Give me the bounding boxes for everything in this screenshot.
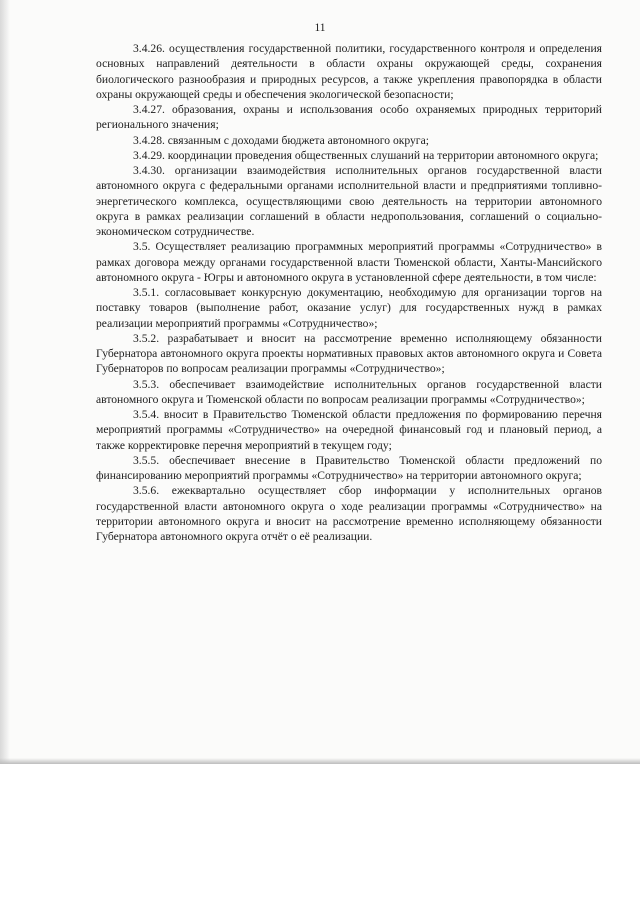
- clause-3-5-3: 3.5.3. обеспечивает взаимодействие исполнительных органов государственной власти автономного округа и Тюменской области по вопросам реализации программы «Сотрудничество»;: [96, 377, 602, 406]
- blank-margin: [0, 764, 640, 905]
- clause-3-4-28: 3.4.28. связанным с доходами бюджета автономного округа;: [133, 133, 429, 147]
- clause-3-4-29: 3.4.29. координации проведения общественных слушаний на территории автономного округа;: [133, 148, 599, 162]
- clause-3-5-1: 3.5.1. согласовывает конкурсную документацию, необходимую для организации торгов на поставку товаров (выполнение работ, оказание услуг) для государственных нужд в рамках реализации мероприятий программы «Сотрудничество»;: [96, 286, 602, 330]
- clause-3-5-5: 3.5.5. обеспечивает внесение в Правительство Тюменской области предложений по финансированию мероприятий программы «Сотрудничество» на территории автономного округа;: [96, 453, 602, 482]
- clause-3-5-6: 3.5.6. ежеквартально осуществляет сбор информации у исполнительных органов государственной власти автономного округа о ходе реализации программы «Сотрудничество» на территории автономного округа и вносит на рассмотрение временно исполняющему обязанности Губернатора автономного округа отчёт о её реализации.: [96, 484, 602, 543]
- clause-3-4-26: 3.4.26. осуществления государственной политики, государственного контроля и определения основных направлений деятельности в области охраны окружающей среды, сохранения биологического разнообразия и природных ресурсов, а также укрепления правопорядка в области охраны окружающей среды и обеспечения экологической безопасности;: [96, 42, 602, 101]
- clause-3-5-4: 3.5.4. вносит в Правительство Тюменской области предложения по формированию перечня мероприятий программы «Сотрудничество» на очередной финансовый год и плановый период, а также корректировке перечня мероприятий в текущем году;: [96, 408, 602, 452]
- document-body: [96, 41, 602, 544]
- clause-3-4-27: 3.4.27. образования, охраны и использования особо охраняемых природных территорий регионального значения;: [96, 103, 602, 132]
- clause-3-4-30: 3.4.30. организации взаимодействия исполнительных органов государственной власти автономного округа с федеральными органами исполнительной власти и предприятиями топливно-энергетического комплекса, осуществляющими свою деятельность на территории автономного округа в рамках реализации соглашений в области недропользования, соглашений о социально-экономическом сотрудничестве.: [96, 164, 602, 238]
- clause-3-5-2: 3.5.2. разрабатывает и вносит на рассмотрение временно исполняющему обязанности Губернатора автономного округа проекты нормативных правовых актов автономного округа и Совета Губернаторов по вопросам реализации программы «Сотрудничество»;: [96, 331, 602, 376]
- clause-3-5: 3.5. Осуществляет реализацию программных мероприятий программы «Сотрудничество» в рамках договора между органами государственной власти Тюменской области, Ханты-Мансийского автономного округа - Югры и автономного округа в установленной сфере деятельности, в том числе:: [96, 240, 602, 284]
- page-number: 11: [314, 22, 326, 34]
